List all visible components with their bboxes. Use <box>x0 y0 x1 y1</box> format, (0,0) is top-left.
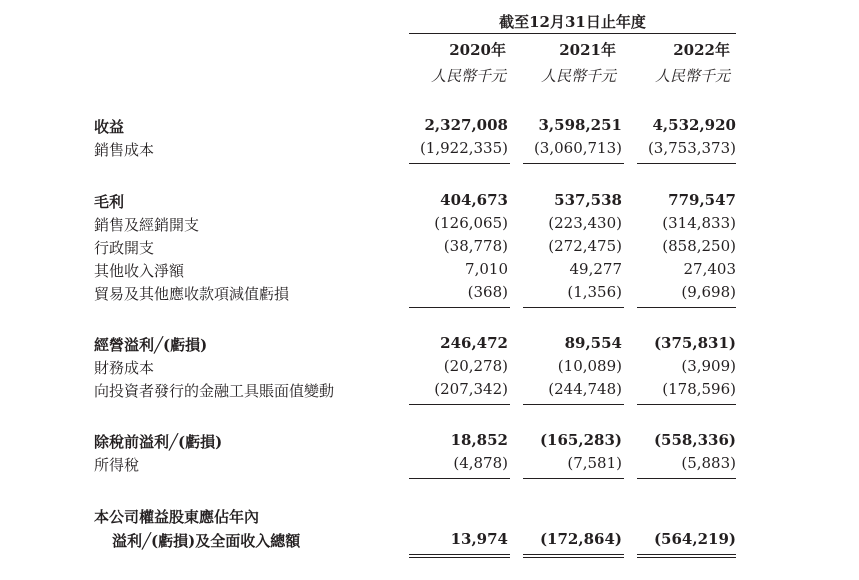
value-cell: (126,065) <box>434 214 508 232</box>
value-cell: (1,922,335) <box>419 139 508 157</box>
value-cell: 27,403 <box>683 260 736 278</box>
subtotal-rule <box>409 404 510 405</box>
subtotal-rule <box>637 478 736 479</box>
row-label-total-comprehensive: 溢利╱(虧損)及全面收入總額 <box>112 532 301 550</box>
value-cell: (3,909) <box>681 357 736 375</box>
total-double-rule <box>523 557 624 558</box>
value-cell: 89,554 <box>564 334 622 352</box>
year-2022-header: 2022年 <box>673 41 730 59</box>
period-header: 截至12月31日止年度 <box>499 13 646 31</box>
value-cell: 4,532,920 <box>652 116 736 134</box>
value-cell: (9,698) <box>681 283 736 301</box>
value-cell: (375,831) <box>653 334 736 352</box>
row-label-impairment-loss: 貿易及其他應收款項減值虧損 <box>94 285 290 303</box>
value-cell: (244,748) <box>548 380 622 398</box>
value-cell: (165,283) <box>539 431 622 449</box>
row-label-cost-of-sales: 銷售成本 <box>94 141 155 159</box>
value-cell: (272,475) <box>548 237 622 255</box>
value-cell: (4,878) <box>453 454 508 472</box>
row-label-gross-profit: 毛利 <box>94 193 125 211</box>
subtotal-rule <box>523 307 624 308</box>
value-cell: 2,327,008 <box>424 116 508 134</box>
total-double-rule <box>637 554 736 555</box>
row-label-financial-instruments-change: 向投資者發行的金融工具賬面值變動 <box>94 382 335 400</box>
row-label-operating-profit: 經營溢利╱(虧損) <box>94 336 208 354</box>
value-cell: (178,596) <box>662 380 736 398</box>
value-cell: (207,342) <box>434 380 508 398</box>
subtotal-rule <box>637 404 736 405</box>
row-label-admin-expenses: 行政開支 <box>94 239 155 257</box>
total-double-rule <box>409 554 510 555</box>
value-cell: (10,089) <box>557 357 622 375</box>
subtotal-rule <box>637 163 736 164</box>
subtotal-rule <box>409 163 510 164</box>
subtotal-rule <box>637 307 736 308</box>
subtotal-rule <box>523 478 624 479</box>
value-cell: (558,336) <box>653 431 736 449</box>
unit-2020: 人民幣千元 <box>430 67 506 85</box>
value-cell: (172,864) <box>539 530 622 548</box>
total-double-rule <box>409 557 510 558</box>
value-cell: (20,278) <box>443 357 508 375</box>
value-cell: (7,581) <box>567 454 622 472</box>
value-cell: 779,547 <box>668 191 736 209</box>
value-cell: (38,778) <box>443 237 508 255</box>
year-2021-header: 2021年 <box>559 41 616 59</box>
subtotal-rule <box>409 307 510 308</box>
value-cell: 13,974 <box>450 530 508 548</box>
value-cell: 7,010 <box>465 260 508 278</box>
total-double-rule <box>523 554 624 555</box>
value-cell: (368) <box>467 283 508 301</box>
row-label-selling-expenses: 銷售及經銷開支 <box>94 216 200 234</box>
value-cell: (3,753,373) <box>647 139 736 157</box>
row-label-income-tax: 所得稅 <box>94 456 140 474</box>
row-label-total-heading: 本公司權益股東應佔年內 <box>94 508 260 526</box>
row-label-profit-before-tax: 除稅前溢利╱(虧損) <box>94 433 223 451</box>
subtotal-rule <box>409 478 510 479</box>
value-cell: 3,598,251 <box>538 116 622 134</box>
row-label-revenue: 收益 <box>94 118 125 136</box>
row-label-other-income: 其他收入淨額 <box>94 262 185 280</box>
subtotal-rule <box>523 404 624 405</box>
header-rule <box>409 33 736 34</box>
value-cell: (564,219) <box>653 530 736 548</box>
value-cell: (858,250) <box>662 237 736 255</box>
value-cell: 18,852 <box>450 431 508 449</box>
value-cell: (223,430) <box>548 214 622 232</box>
value-cell: (3,060,713) <box>533 139 622 157</box>
total-double-rule <box>637 557 736 558</box>
value-cell: (5,883) <box>681 454 736 472</box>
unit-2022: 人民幣千元 <box>654 67 730 85</box>
value-cell: 537,538 <box>554 191 622 209</box>
row-label-finance-costs: 財務成本 <box>94 359 155 377</box>
value-cell: 246,472 <box>440 334 508 352</box>
value-cell: 49,277 <box>569 260 622 278</box>
value-cell: 404,673 <box>440 191 508 209</box>
subtotal-rule <box>523 163 624 164</box>
value-cell: (1,356) <box>567 283 622 301</box>
year-2020-header: 2020年 <box>449 41 506 59</box>
value-cell: (314,833) <box>662 214 736 232</box>
unit-2021: 人民幣千元 <box>540 67 616 85</box>
